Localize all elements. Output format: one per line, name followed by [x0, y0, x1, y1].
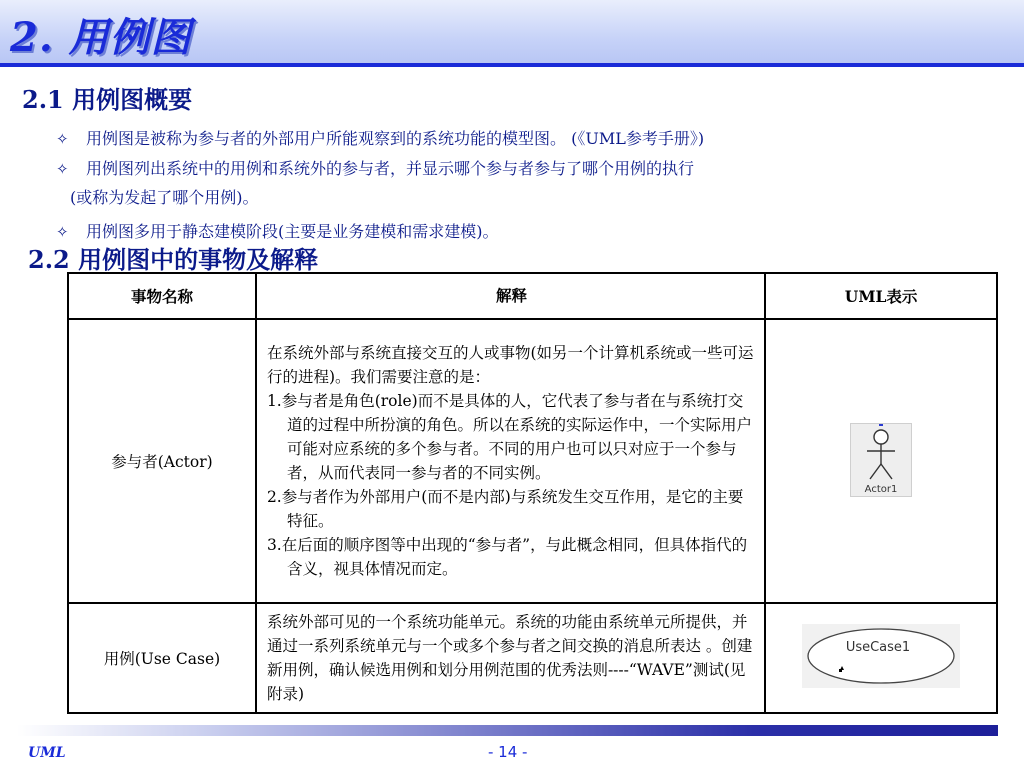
actor-intro: 在系统外部与系统直接交互的人或事物(如另一个计算机系统或一些可运行的进程)。我们需要注意的是：: [266, 344, 754, 386]
bullet-text: 用例图多用于静态建模阶段(主要是业务建模和需求建模)。: [86, 222, 499, 241]
cell-actor-name: 参与者(Actor): [68, 319, 256, 603]
section-heading-elements: 2.2 用例图中的事物及解释: [28, 245, 319, 274]
usecase-ellipse-icon: [802, 624, 960, 688]
col-header-explanation: 解释: [256, 273, 765, 319]
actor-point-2: 2.参与者作为外部用户(而不是内部)与系统发生交互作用，是它的主要特征。: [266, 488, 744, 530]
table-header-row: [68, 273, 997, 319]
slide-title: 2. 用例图: [10, 14, 192, 61]
usecase-label: UseCase1: [845, 640, 911, 655]
actor-figure-icon: [850, 423, 912, 497]
table-row-actor: [68, 319, 997, 603]
elements-table: [67, 272, 998, 714]
diamond-bullet-icon: ✧: [56, 130, 69, 148]
bullet-continuation: (或称为发起了哪个用例)。: [70, 188, 259, 207]
cell-actor-explanation: [256, 319, 765, 603]
diamond-bullet-icon: ✧: [56, 160, 69, 178]
actor-label: Actor1: [864, 483, 898, 495]
bullet-text: 用例图是被称为参与者的外部用户所能观察到的系统功能的模型图。 (《UML参考手册》): [86, 129, 705, 148]
footer-course-label: UML: [28, 745, 66, 761]
bullet-item: [56, 129, 704, 149]
col-header-name: 事物名称: [68, 273, 256, 319]
page-number: - 14 -: [488, 743, 528, 761]
cell-usecase-uml: [765, 603, 997, 713]
cell-usecase-name: 用例(Use Case): [68, 603, 256, 713]
actor-point-1: 1.参与者是角色(role)而不是具体的人，它代表了参与者在与系统打交道的过程中所扮演的角色。所以在系统的实际运作中，一个实际用户可能对应系统的多个参与者。不同的用户也可以只对应于一个参与者，从而代表同一参与者的不同实例。: [266, 392, 752, 482]
bullet-item: [56, 222, 499, 242]
table-row-usecase: [68, 603, 997, 713]
footer-bar: [17, 725, 998, 736]
title-rule: [0, 63, 1024, 67]
bullet-item: [56, 159, 694, 179]
section-heading-overview: 2.1 用例图概要: [22, 85, 193, 114]
cell-usecase-explanation: 系统外部可见的一个系统功能单元。系统的功能由系统单元所提供，并通过一系列系统单元与一个或多个参与者之间交换的消息所表达 。创建新用例，确认候选用例和划分用例范围的优秀法则----“WAVE”测试(见附录): [256, 603, 765, 713]
actor-point-3: 3.在后面的顺序图等中出现的“参与者”，与此概念相同，但具体指代的含义，视具体情况而定。: [266, 536, 748, 578]
cell-actor-uml: [765, 319, 997, 603]
col-header-uml: UML表示: [765, 273, 997, 319]
diamond-bullet-icon: ✧: [56, 223, 69, 241]
bullet-text: 用例图列出系统中的用例和系统外的参与者，并显示哪个参与者参与了哪个用例的执行: [86, 159, 695, 178]
